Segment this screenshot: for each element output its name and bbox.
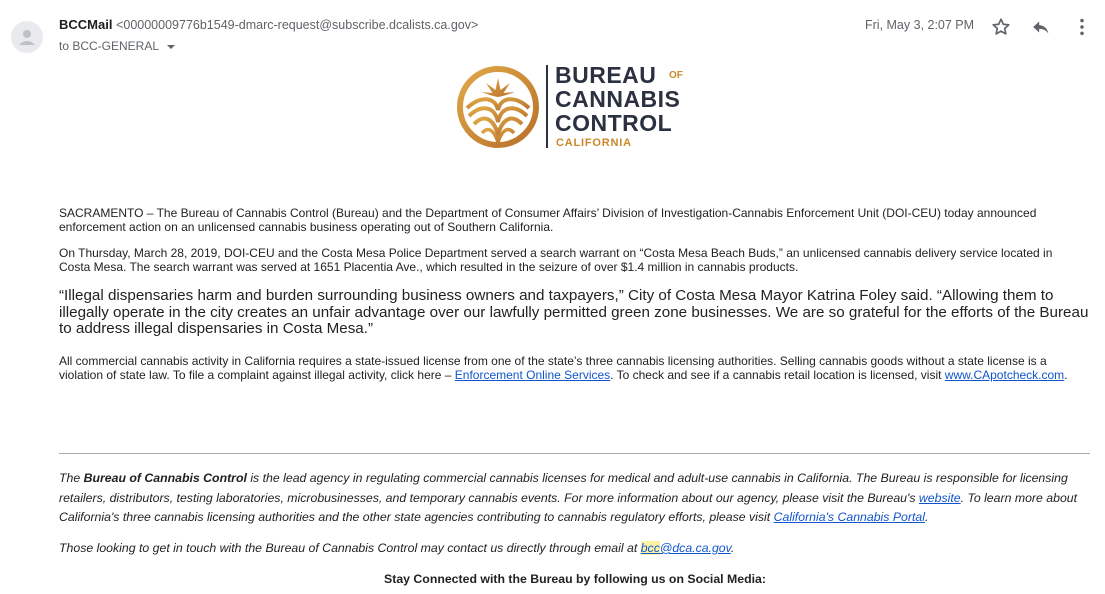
capotcheck-link[interactable]: www.CApotcheck.com — [944, 368, 1065, 382]
sender-name[interactable]: BCCMail — [59, 17, 113, 32]
stay-connected-heading: Stay Connected with the Bureau by following us on Social Media: — [384, 572, 766, 586]
logo-word-bureau: BUREAU — [555, 62, 657, 88]
recipients-text: to BCC-GENERAL — [59, 39, 159, 53]
footer-contact-b: . — [730, 541, 735, 555]
licensing-text-a: All commercial cannabis activity in California requires a state-issued license from one of the state’s three cannabis licensing authorities. Selling cannabis goods without a state license is a violation of state law. To file a complaint against illegal activity, click here – — [59, 354, 1047, 382]
enforcement-online-services-link[interactable]: Enforcement Online Services — [454, 368, 611, 382]
bureau-logo — [455, 62, 705, 152]
email-date: Fri, May 3, 2:07 PM — [865, 18, 975, 32]
footer-contact — [59, 539, 1094, 559]
footer-about-a: The — [59, 471, 84, 485]
star-icon[interactable] — [990, 16, 1012, 38]
cannabis-portal-link[interactable]: California's Cannabis Portal — [773, 510, 925, 524]
paragraph-warrant: On Thursday, March 28, 2019, DOI-CEU and the Costa Mesa Police Department served a search warrant on “Costa Mesa Beach Buds,” an unlicensed cannabis delivery service located in Costa Mesa. The search warrant was served at 1651 Placentia Ave., which resulted in the seizure of over $1.4 million in cannabis products. — [59, 246, 1053, 274]
email-header — [0, 0, 1105, 60]
logo-divider — [546, 65, 548, 148]
logo-word-control: CONTROL — [555, 110, 673, 136]
email-highlight: bcc — [640, 541, 660, 555]
sender-email: <00000009776b1549-dmarc-request@subscribe.dcalists.ca.gov> — [116, 18, 479, 32]
person-icon — [11, 21, 43, 53]
bcc-email-link[interactable] — [641, 541, 731, 555]
avatar[interactable] — [11, 21, 43, 53]
recipients-line — [59, 39, 178, 53]
licensing-text-b: . To check and see if a cannabis retail location is licensed, visit — [610, 368, 945, 382]
logo-word-cannabis: CANNABIS — [555, 86, 681, 112]
licensing-text-c: . — [1064, 368, 1068, 382]
logo-word-california: CALIFORNIA — [556, 137, 632, 149]
more-options-icon[interactable] — [1071, 16, 1093, 38]
footer-about-d: . — [924, 510, 929, 524]
email-domain: @dca.ca.gov — [659, 541, 731, 555]
mayor-quote: “Illegal dispensaries harm and burden surrounding business owners and taxpayers,” City of Costa Mesa Mayor Katrina Foley said. “Allowing them to illegally operate in the city creates an unfair advantage over our lawfully permitted green zone businesses. We are so grateful for the efforts of the Bureau to address illegal dispensaries in Costa Mesa.” — [59, 287, 1089, 337]
bureau-website-link[interactable]: website — [918, 490, 961, 505]
chevron-down-icon[interactable] — [164, 42, 178, 52]
footer-about — [59, 469, 1094, 528]
footer-about-b: is the lead agency in regulating commercial cannabis licenses for medical and adult-use cannabis in California. The Bureau is responsible for licensing retailers, distributors, testing laboratories, microbusinesses, and temporary cannabis events. For more information about our agency, please visit the Bureau's — [59, 471, 1068, 505]
paragraph-licensing — [59, 354, 1079, 382]
logo-word-of: OF — [669, 70, 683, 81]
footer-about-bold: Bureau of Cannabis Control — [83, 471, 247, 485]
footer-contact-a: Those looking to get in touch with the Bureau of Cannabis Control may contact us directly through email at — [59, 541, 641, 555]
paragraph-intro: SACRAMENTO – The Bureau of Cannabis Control (Bureau) and the Department of Consumer Affairs’ Division of Investigation-Cannabis Enforcement Unit (DOI-CEU) today announced enforcement action on an unlicensed cannabis business operating out of Southern California. — [59, 206, 1037, 234]
footer-about-c: . To learn more about California's three cannabis licensing authorities and the other state agencies contributing to cannabis regulatory efforts, please visit — [59, 490, 1078, 524]
divider — [59, 453, 1090, 454]
cannabis-leaf-emblem-icon — [455, 64, 541, 150]
sender-line — [59, 17, 478, 32]
reply-icon[interactable] — [1030, 16, 1052, 38]
